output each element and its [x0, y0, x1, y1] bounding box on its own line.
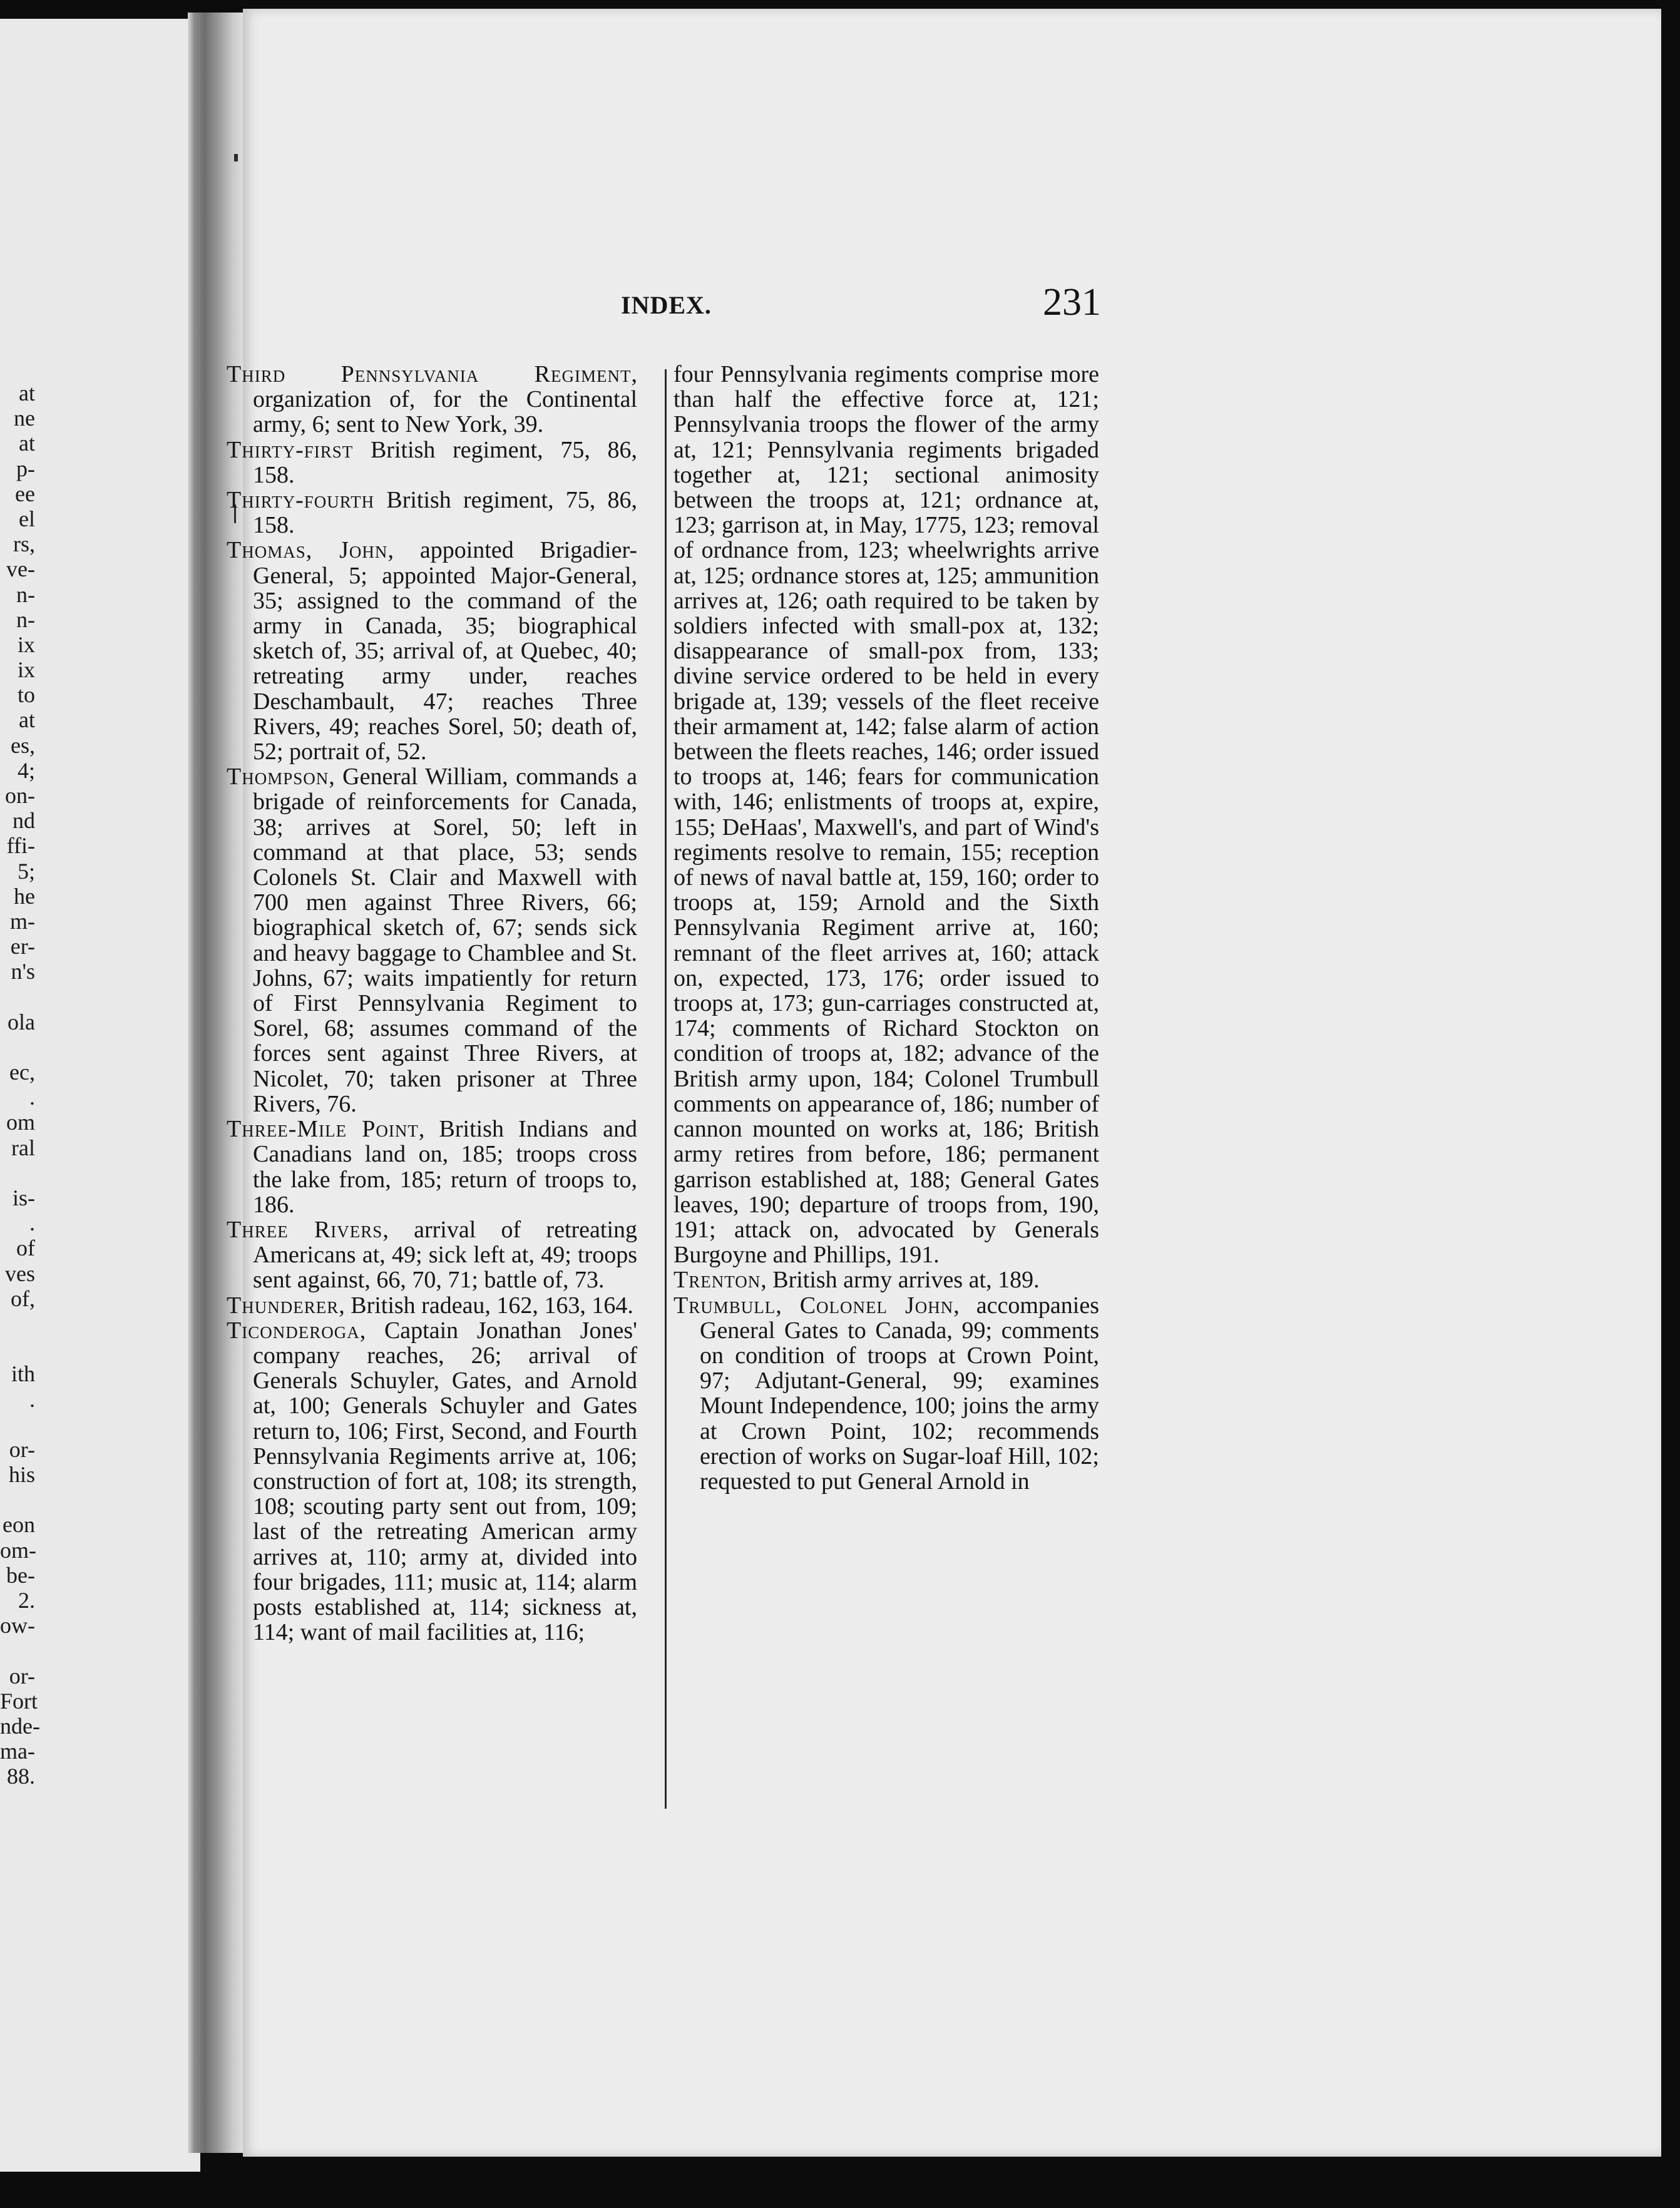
index-entry [227, 362, 637, 437]
running-head: INDEX. [621, 291, 712, 319]
facing-page-fragment: . [29, 1386, 35, 1412]
facing-page-fragment [0, 1487, 35, 1512]
index-entry-text: , appointed Brigadier-General, 5; appointed Major-General, 35; assigned to the command of the army in Canada, 35; biographical sketch of, 35; arrival of, at Quebec, 40; retreating army under, reaches Deschambault, 47; reaches Three Rivers, 49; reaches Sorel, 50; death of, 52; portrait of, 52. [253, 537, 638, 765]
index-entry [227, 1293, 637, 1318]
index-entry-text: , General William, commands a brigade of reinforcements for Canada, 38; arrives at Sorel, 50; left in command at that place, 53; sends Colonels St. Clair and Maxwell with 700 men against Three Rivers, 66; biographical sketch of, 67; sends sick and heavy baggage to Chamblee and St. Johns, 67; waits impatiently for return of First Pennsylvania Regiment to Sorel, 68; assumes command of the forces sent against Three Rivers, at Nicolet, 70; taken prisoner at Three Rivers, 76. [253, 764, 637, 1117]
index-entry [674, 1267, 1099, 1292]
facing-page-text-fragments [0, 381, 40, 1789]
index-entry-text: , accompanies General Gates to Canada, 99; comments on condition of troops at Crown Point, 97; Adjutant-General, 99; examines Mount Independence, 100; joins the army at Crown Point, 102; recommends erection of works on Sugar-loaf Hill, 102; requested to put General Arnold in [700, 1292, 1099, 1495]
facing-page-fragment: 4; [17, 757, 35, 783]
index-entry-text: , Captain Jonathan Jones' company reaches, 26; arrival of Generals Schuyler, Gates, and Arnold at, 100; Generals Schuyler and Gates return to, 106; First, Second, and Fourth Pennsylvania Regiments arrive at, 106; construction of fort at, 108; its strength, 108; scouting party sent out from, 109; last of the retreating American army arrives at, 110; army at, divided into four brigades, 111; music at, 114; alarm posts established at, 114; sickness at, 114; want of mail facilities at, 116; [253, 1317, 637, 1646]
facing-page-fragment: n- [16, 581, 35, 607]
facing-page-fragment: ola [8, 1009, 35, 1035]
facing-page-fragment: ee [15, 481, 35, 506]
facing-page-fragment: n's [11, 959, 35, 984]
index-term: Three-Mile Point [227, 1116, 419, 1143]
index-entry-text: four Pennsylvania regiments comprise more than half the effective force at, 121; Pennsylvania troops the flower of the army at, 121; Pennsylvania regiments brigaded together at, 121; sectional animosity between the troops at, 121; ordnance at, 123; garrison at, in May, 1775, 123; removal of ordnance from, 123; wheelwrights arrive at, 125; ordnance stores at, 125; ammunition arrives at, 126; oath required to be taken by soldiers infected with small-pox at, 132; disappearance of small-pox from, 133; divine service ordered to be held in every brigade at, 139; vessels of the fleet receive their armament at, 142; false alarm of action between the fleets reaches, 146; order issued to troops at, 146; fears for communication with, 146; enlistments of troops at, expire, 155; DeHaas', Maxwell's, and part of Wind's regiments resolve to remain, 155; reception of news of naval battle at, 159, 160; order to troops at, 159; Arnold and the Sixth Pennsylvania Regiment arrive at, 160; remnant of the fleet arrives at, 160; attack on, expected, 173, 176; order issued to troops at, 173; gun-carriages constructed at, 174; comments of Richard Stockton on condition of troops at, 182; advance of the British army upon, 184; Colonel Trumbull comments on appearance of, 186; number of cannon mounted on works at, 186; British army retires from before, 186; permanent garrison established at, 188; General Gates leaves, 190; departure of troops from, 190, 191; attack on, advocated by Generals Burgoyne and Phillips, 191. [674, 361, 1099, 1269]
facing-page-fragment: ve- [6, 556, 35, 582]
facing-page-fragment: es, [11, 732, 35, 758]
index-entry-continuation [674, 362, 1099, 1267]
facing-page-fragment: ec, [9, 1060, 35, 1085]
facing-page-fragment: ix [17, 657, 35, 683]
index-term: Thomas, John [227, 537, 388, 564]
facing-page-fragment: to [17, 682, 35, 708]
facing-page-fragment [0, 984, 35, 1009]
index-term: Three Rivers [227, 1216, 383, 1243]
facing-page-fragment [0, 1336, 35, 1361]
facing-page-fragment: Fort [0, 1688, 38, 1714]
facing-page-fragment: at [19, 707, 35, 733]
index-term: Thirty-fourth [227, 487, 375, 514]
facing-page-fragment: er- [10, 934, 35, 959]
index-entry-text: , organization of, for the Continental army, 6; sent to New York, 39. [253, 361, 637, 438]
facing-page-fragment: ow- [0, 1613, 35, 1638]
index-entry [227, 1217, 637, 1293]
index-entry [227, 764, 637, 1117]
index-entry-text: , British radeau, 162, 163, 164. [339, 1292, 633, 1319]
index-entry [674, 1293, 1099, 1495]
facing-page-fragment: nde- [0, 1713, 40, 1739]
facing-page-fragment: ix [17, 631, 35, 657]
margin-mark [234, 154, 238, 161]
facing-page-fragment [0, 1035, 35, 1060]
facing-page-fragment: is- [13, 1185, 35, 1210]
index-entry [227, 437, 637, 488]
index-term: Trumbull, Colonel John [674, 1292, 954, 1319]
facing-page-fragment: at [19, 381, 35, 406]
facing-page-fragment: 88. [7, 1764, 35, 1789]
facing-page-fragment: ves [5, 1260, 35, 1286]
facing-page-fragment: nd [13, 808, 35, 834]
facing-page-fragment: be- [6, 1562, 35, 1588]
facing-page-fragment: . [29, 1085, 35, 1110]
facing-page-fragment: of [16, 1235, 35, 1261]
facing-page-fragment: ith [11, 1361, 35, 1387]
index-term: Thompson [227, 764, 329, 790]
facing-page-fragment: or- [9, 1436, 35, 1462]
facing-page-fragment: 2. [18, 1588, 35, 1613]
index-entry-text: , British army arrives at, 189. [761, 1267, 1040, 1294]
index-entry [227, 1117, 637, 1217]
facing-page-fragment: ma- [0, 1739, 35, 1764]
facing-page-fragment: el [19, 506, 35, 531]
index-entry [227, 488, 637, 538]
index-term: Thirty-first [227, 436, 354, 463]
facing-page-fragment: eon [3, 1512, 35, 1538]
facing-page [0, 19, 200, 2172]
facing-page-fragment: his [8, 1462, 35, 1488]
facing-page-fragment [0, 1638, 35, 1663]
facing-page-fragment: or- [9, 1663, 35, 1689]
facing-page-fragment: om- [0, 1537, 36, 1563]
index-column-right [674, 362, 1099, 1494]
column-rule [665, 369, 667, 1809]
page-number: 231 [1043, 281, 1101, 324]
index-term: Third Pennsylvania Regiment [227, 361, 632, 387]
facing-page-fragment: m- [10, 908, 35, 934]
facing-page-fragment: rs, [13, 531, 35, 557]
facing-page-fragment [0, 1412, 35, 1437]
index-entry-text: British regiment, 75, 86, 158. [253, 436, 637, 488]
index-entry [227, 538, 637, 764]
facing-page-fragment: n- [16, 606, 35, 632]
facing-page-fragment: ffi- [6, 833, 35, 859]
facing-page-fragment: ne [14, 406, 35, 431]
index-column-left [227, 362, 637, 1645]
facing-page-fragment: on- [5, 783, 35, 808]
index-entry [227, 1318, 637, 1645]
facing-page-fragment: at [19, 431, 35, 456]
index-entry-text: British regiment, 75, 86, 158. [253, 487, 637, 539]
facing-page-fragment: p- [16, 456, 35, 481]
index-entry-text: , arrival of retreating Americans at, 49; sick left at, 49; troops sent against, 66, 70, 71; battle of, 73. [253, 1216, 638, 1294]
facing-page-fragment: of, [11, 1285, 35, 1311]
facing-page-fragment: 5; [17, 858, 35, 884]
index-entry-text: , British Indians and Canadians land on, 185; troops cross the lake from, 185; return of troops to, 186. [253, 1116, 637, 1218]
facing-page-fragment: . [29, 1210, 35, 1236]
facing-page-fragment [0, 1311, 35, 1336]
facing-page-fragment: he [14, 883, 35, 909]
index-term: Ticonderoga [227, 1317, 360, 1344]
index-term: Trenton [674, 1267, 761, 1294]
facing-page-fragment [0, 1160, 35, 1185]
index-term: Thunderer [227, 1292, 339, 1319]
facing-page-fragment: om [6, 1110, 35, 1135]
facing-page-fragment: ral [11, 1135, 35, 1160]
